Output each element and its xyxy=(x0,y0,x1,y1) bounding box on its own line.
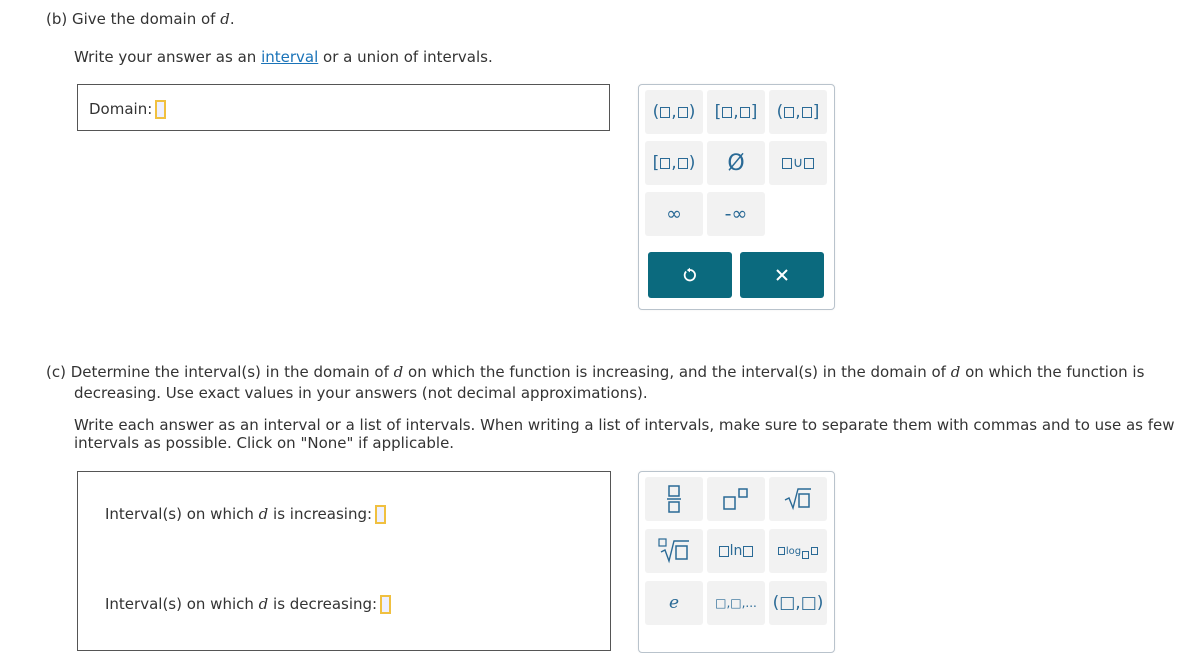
heading-text: (b) Give the domain of xyxy=(46,10,221,28)
left-open-interval-button[interactable]: ( , ] xyxy=(769,90,827,134)
function-variable: d xyxy=(258,595,269,613)
part-c-line1 xyxy=(46,362,1166,383)
function-variable: d xyxy=(950,363,961,381)
empty-set-symbol: Ø xyxy=(727,150,745,176)
neg-infinity-button[interactable] xyxy=(707,192,765,236)
heading-punct: . xyxy=(229,10,235,28)
undo-button[interactable] xyxy=(648,252,732,298)
fraction-icon xyxy=(667,485,681,513)
ln-label: ln xyxy=(729,543,743,559)
decreasing-label-suffix: is decreasing: xyxy=(268,595,378,613)
union-button[interactable]: ∪ xyxy=(769,141,827,185)
right-open-interval-button[interactable]: [ , ) xyxy=(645,141,703,185)
fraction-button[interactable] xyxy=(645,477,703,521)
part-c-question xyxy=(46,362,1166,404)
increasing-input[interactable] xyxy=(375,505,386,524)
decreasing-label: Interval(s) on which xyxy=(105,595,259,613)
part-c-line2: decreasing. Use exact values in your answers (not decimal approximations). xyxy=(74,384,648,402)
c-text-2: on which the function is increasing, and the interval(s) in the domain of xyxy=(403,363,951,381)
c-text-3: on which the function is xyxy=(960,363,1145,381)
open-interval-button[interactable]: ( , ) xyxy=(645,90,703,134)
undo-icon xyxy=(682,267,698,283)
instr-text: Write your answer as an xyxy=(74,48,262,66)
ln-button[interactable] xyxy=(707,529,765,573)
list-label: □,□,... xyxy=(715,596,757,610)
superscript-button[interactable] xyxy=(707,477,765,521)
clear-button[interactable] xyxy=(740,252,824,298)
closed-interval-button[interactable]: [ , ] xyxy=(707,90,765,134)
infinity-button[interactable] xyxy=(645,192,703,236)
part-b-instructions xyxy=(74,48,493,66)
function-variable: d xyxy=(393,363,404,381)
domain-answer-box xyxy=(77,84,610,131)
decreasing-input[interactable] xyxy=(380,595,391,614)
c-instr-line2: intervals as possible. Click on "None" if applicable. xyxy=(74,434,455,452)
c-instr-line1: Write each answer as an interval or a list of intervals. When writing a list of intervals, make sure to separate them with commas and to use as few xyxy=(74,416,1175,434)
sqrt-icon xyxy=(784,487,812,511)
c-text-1: (c) Determine the interval(s) in the domain of xyxy=(46,363,394,381)
superscript-icon xyxy=(723,487,749,511)
domain-input[interactable] xyxy=(155,100,166,119)
nth-root-button[interactable] xyxy=(645,529,703,573)
open-interval-button-2[interactable] xyxy=(769,581,827,625)
log-button[interactable] xyxy=(769,529,827,573)
domain-row xyxy=(89,100,166,119)
e-symbol: e xyxy=(668,593,680,613)
close-icon xyxy=(775,268,789,282)
neg-infinity-symbol: -∞ xyxy=(724,203,748,225)
infinity-symbol: ∞ xyxy=(666,203,682,225)
domain-label: Domain: xyxy=(89,100,153,118)
part-b-heading xyxy=(46,10,235,28)
increasing-label-suffix: is increasing: xyxy=(268,505,373,523)
log-label: log xyxy=(785,545,802,557)
increasing-row xyxy=(105,505,386,524)
instr-text-suffix: or a union of intervals. xyxy=(318,48,493,66)
increasing-label: Interval(s) on which xyxy=(105,505,259,523)
empty-set-button[interactable] xyxy=(707,141,765,185)
nth-root-icon xyxy=(658,538,690,564)
open-interval-label: (□,□) xyxy=(772,593,824,613)
math-palette xyxy=(638,471,835,653)
function-variable: d xyxy=(220,10,230,28)
interval-palette xyxy=(638,84,835,310)
function-variable: d xyxy=(258,505,269,523)
part-c-instructions xyxy=(74,416,1194,452)
monotonic-answer-box xyxy=(77,471,611,651)
e-button[interactable] xyxy=(645,581,703,625)
sqrt-button[interactable] xyxy=(769,477,827,521)
interval-link[interactable]: interval xyxy=(261,48,319,66)
decreasing-row xyxy=(105,595,391,614)
list-button[interactable] xyxy=(707,581,765,625)
